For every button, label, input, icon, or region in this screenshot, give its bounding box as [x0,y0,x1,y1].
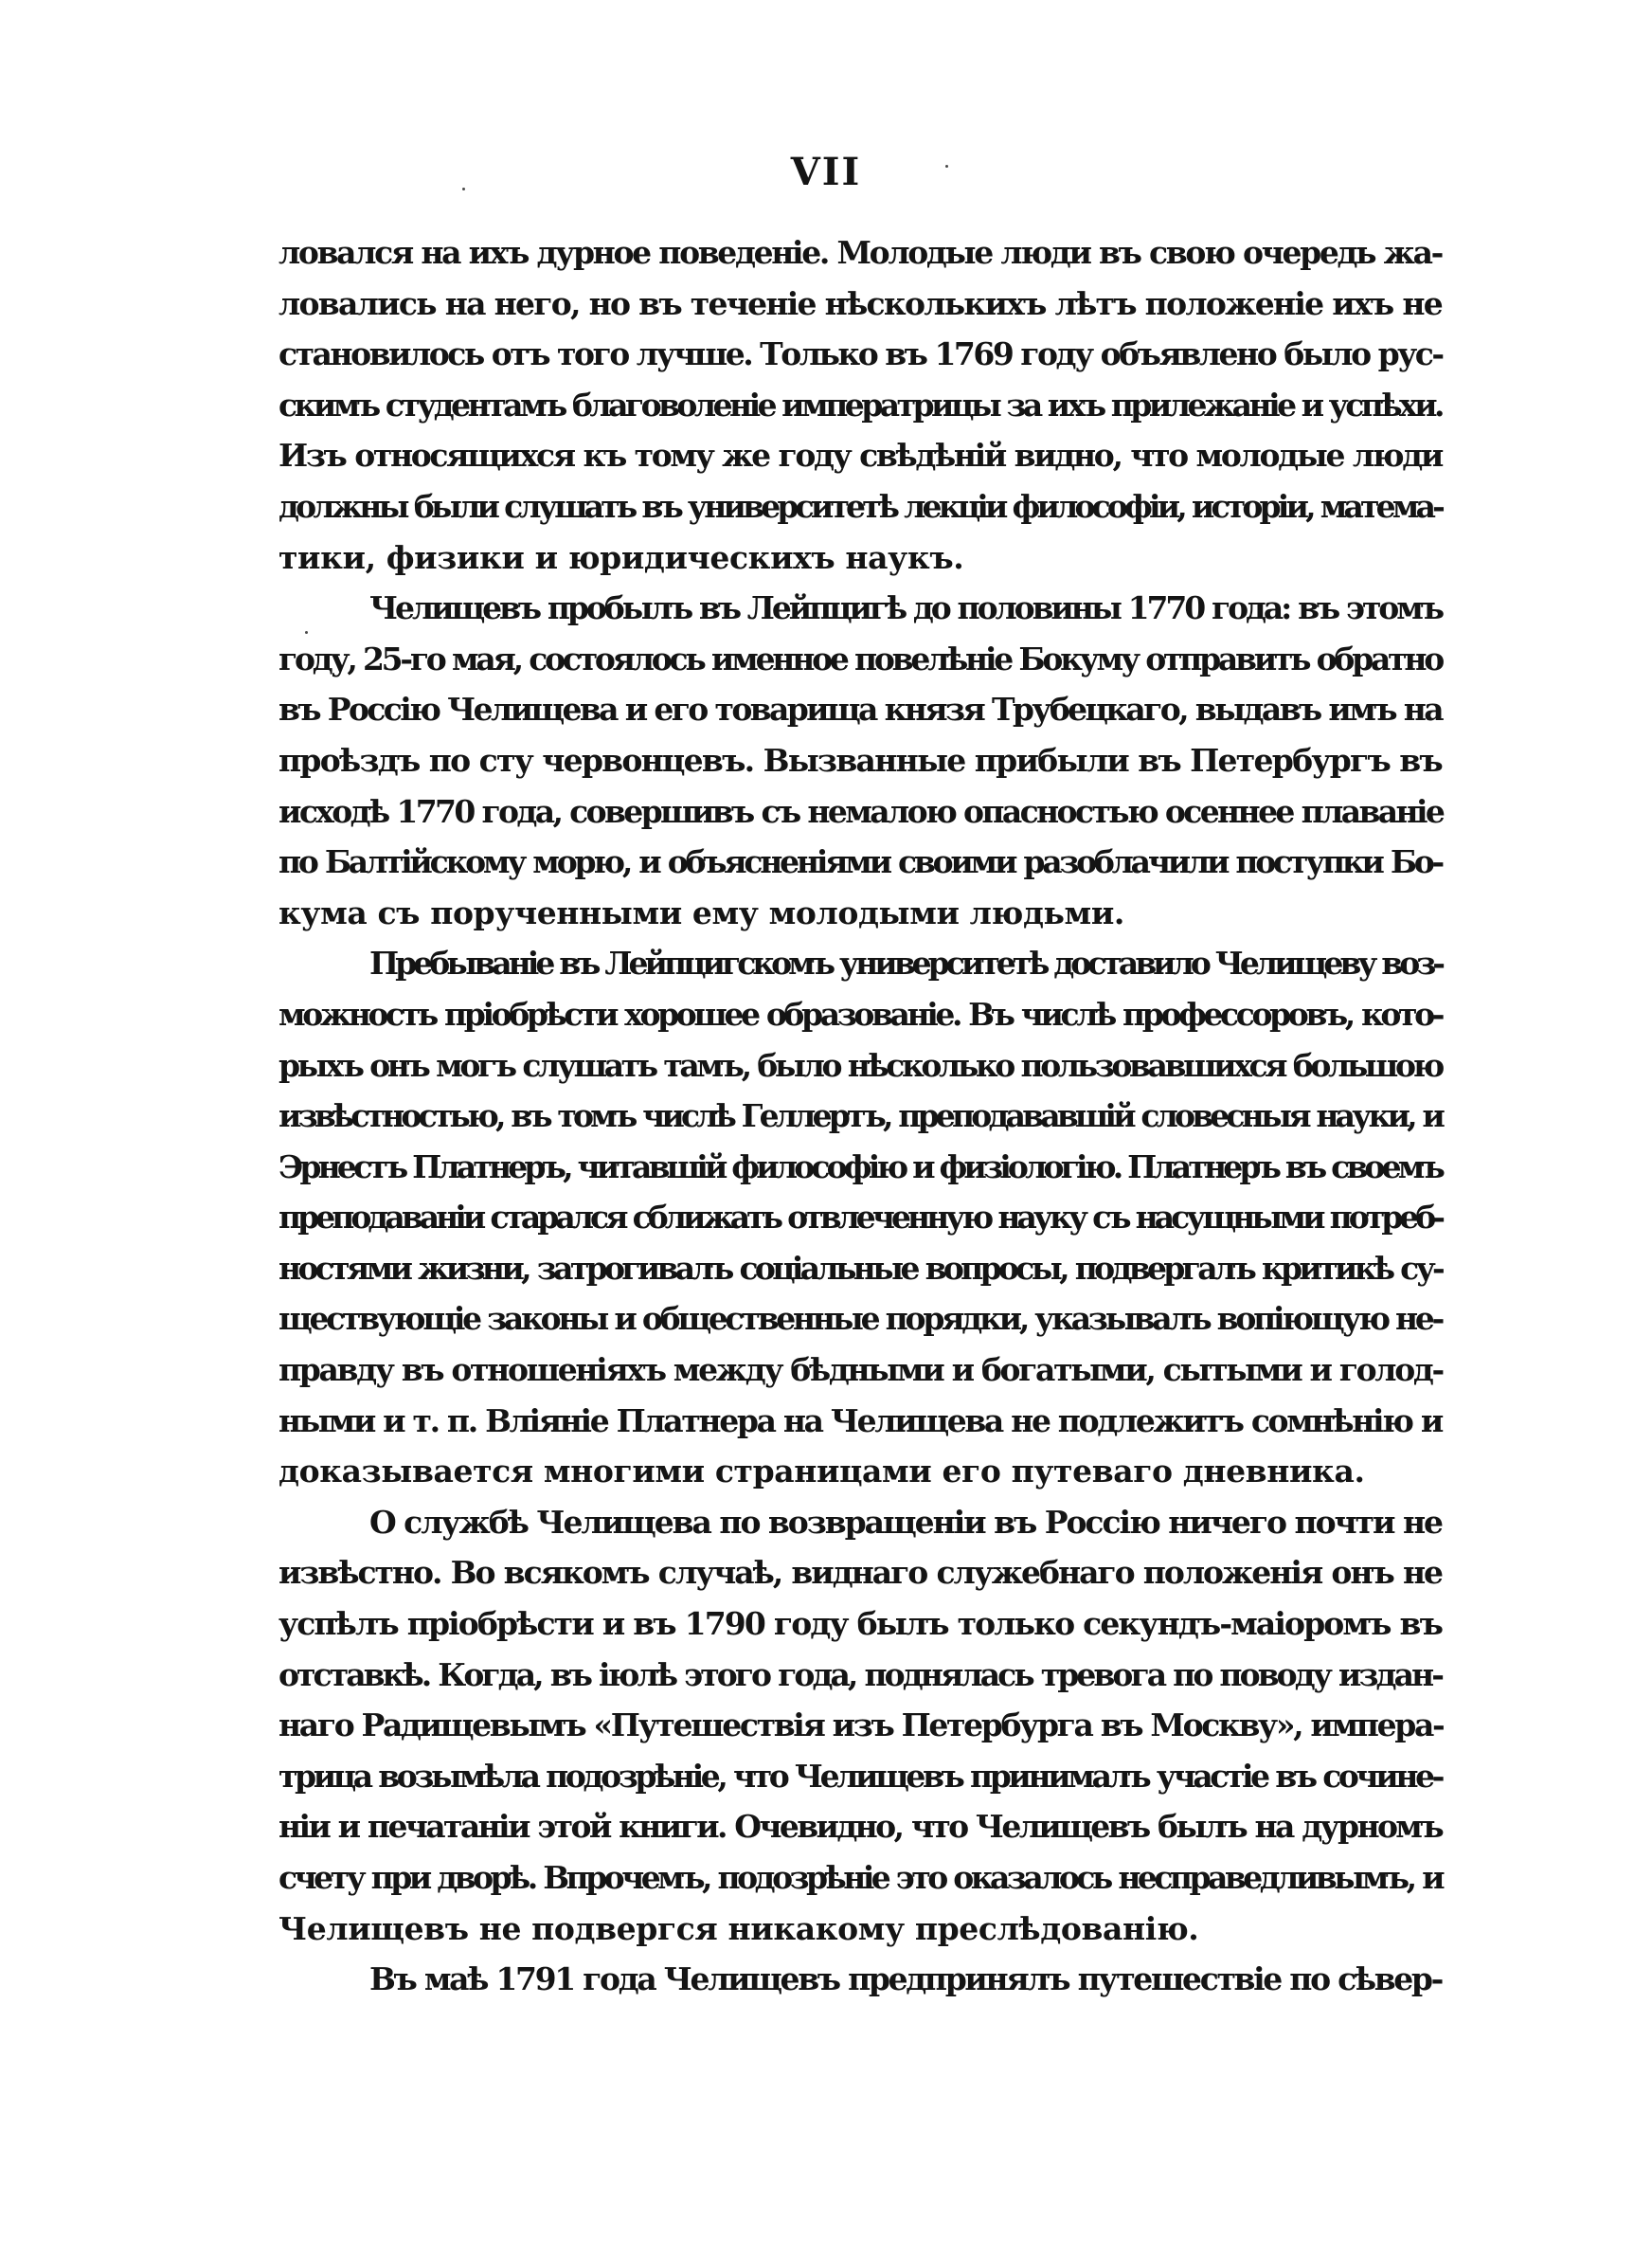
page-number: VII [790,150,862,194]
text-line: ловался на ихъ дурное поведеніе. Молодые люди въ свою очередь жа- [278,234,1442,271]
text-line: правду въ отношеніяхъ между бѣдными и богатыми, сытыми и голод- [278,1351,1443,1389]
text-line: Челищевъ пробылъ въ Лейпцигѣ до половины 1770 года: въ этомъ [369,589,1442,627]
text-line: счету при дворѣ. Впрочемъ, подозрѣніе это оказалось несправедливымъ, и [278,1859,1442,1896]
text-line: ными и т. п. Вліяніе Платнера на Челищева не подлежитъ сомнѣнію и [278,1401,1442,1439]
text-line: по Балтійскому морю, и объясненіями своими разоблачили поступки Бо- [278,843,1442,881]
text-line: Въ маѣ 1791 года Челищевъ предпринялъ путешествіе по сѣвер- [369,1960,1442,1998]
text-line: исходѣ 1770 года, совершивъ съ немалою опасностью осеннее плаваніе [278,792,1444,830]
text-line: ловались на него, но въ теченіе нѣсколькихъ лѣтъ положеніе ихъ не [278,284,1442,322]
print-speck [945,165,948,168]
text-line: ностями жизни, затрогивалъ соціальные вопросы, подвергалъ критикѣ су- [278,1249,1442,1287]
text-line: Эрнестъ Платнеръ, читавшій философію и физіологію. Платнеръ въ своемъ [278,1147,1442,1185]
text-line: извѣстностью, въ томъ числѣ Геллертъ, преподававшій словесныя науки, и [278,1097,1442,1135]
text-line: должны были слушать въ университетѣ лекціи философіи, исторіи, матема- [278,487,1442,525]
body-text [278,227,1442,2005]
text-line: въ Россію Челищева и его товарища князя Трубецкаго, выдавъ имъ на [278,691,1442,729]
text-line: трица возымѣла подозрѣніе, что Челищевъ принималъ участіе въ сочине- [278,1757,1442,1795]
text-line: можность пріобрѣсти хорошее образованіе. Въ числѣ профессоровъ, кото- [278,995,1442,1033]
text-line: ществующіе законы и общественные порядки, указывалъ вопіющую не- [278,1300,1443,1338]
print-speck [462,188,465,190]
text-line: проѣздъ по сту червонцевъ. Вызванные прибыли въ Петербургъ въ [278,741,1442,779]
text-line: Пребываніе въ Лейпцигскомъ университетѣ доставило Челищеву воз- [369,945,1442,983]
text-line: скимъ студентамъ благоволеніе императрицы за ихъ прилежаніе и успѣхи. [278,386,1442,424]
text-line: Челищевъ не подвергся никакому преслѣдованію. [278,1909,1199,1947]
text-line: ніи и печатаніи этой книги. Очевидно, что Челищевъ былъ на дурномъ [278,1808,1442,1846]
text-line: тики, физики и юридическихъ наукъ. [278,538,964,576]
text-line: преподаваніи старался сближать отвлеченную науку съ насущными потреб- [278,1199,1442,1237]
text-line: О службѣ Челищева по возвращеніи въ Россію ничего почти не [369,1503,1442,1541]
text-line: становилось отъ того лучше. Только въ 1769 году объявлено было рус- [278,335,1443,373]
text-line: наго Радищевымъ «Путешествія изъ Петербурга въ Москву», импера- [278,1706,1444,1744]
text-line: извѣстно. Во всякомъ случаѣ, виднаго служебнаго положенія онъ не [278,1554,1442,1592]
text-line: году, 25-го мая, состоялось именное повелѣніе Бокуму отправить обратно [278,640,1442,677]
text-line: отставкѣ. Когда, въ іюлѣ этого года, поднялась тревога по поводу издан- [278,1655,1442,1693]
text-line: кума съ порученными ему молодыми людьми. [278,894,1124,931]
text-line: успѣлъ пріобрѣсти и въ 1790 году былъ только секундъ-маіоромъ въ [278,1605,1442,1643]
text-line: Изъ относящихся къ тому же году свѣдѣній видно, что молодые люди [278,437,1442,475]
text-line: доказывается многими страницами его путеваго дневника. [278,1453,1365,1490]
text-line: рыхъ онъ могъ слушать тамъ, было нѣсколько пользовавшихся большою [278,1046,1442,1084]
